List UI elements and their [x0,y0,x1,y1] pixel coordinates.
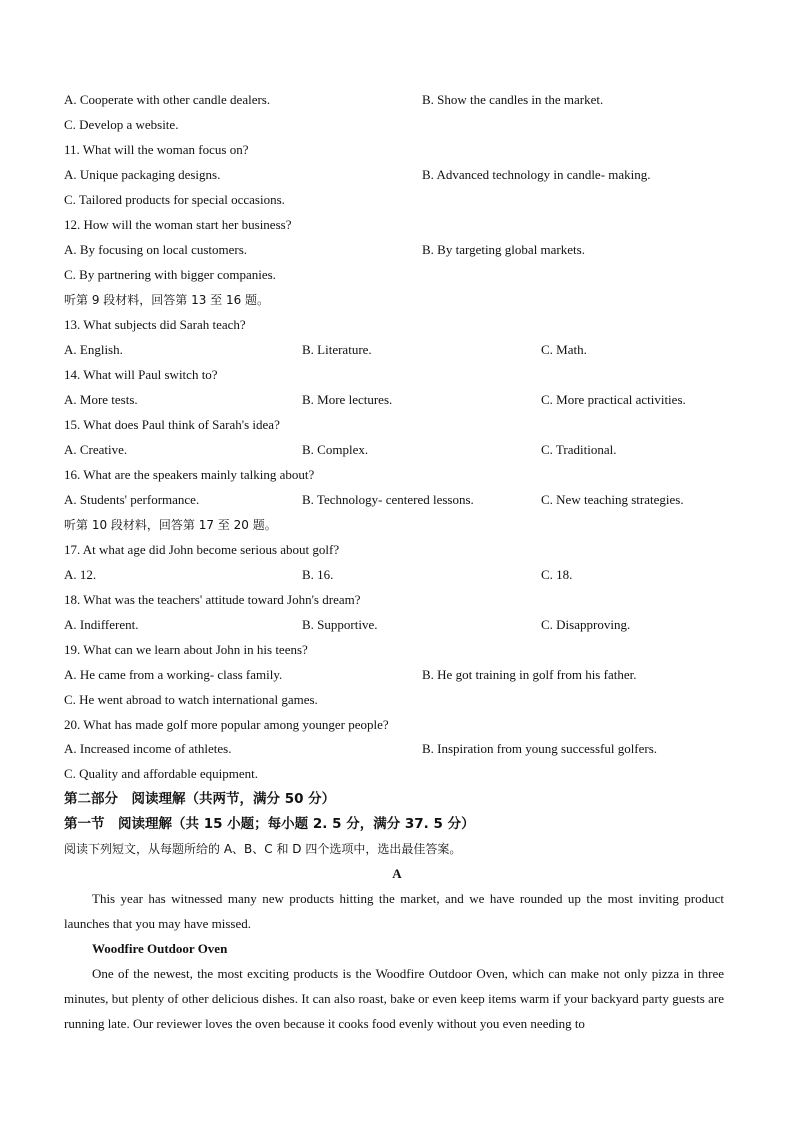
q11-option-b: B. Advanced technology in candle- making. [422,167,651,182]
q17-stem: 17. At what age did John become serious about golf? [64,542,340,557]
q10-option-a: A. Cooperate with other candle dealers. [64,92,271,107]
passage-body: One of the newest, the most exciting products is the Woodfire Outdoor Oven, which can make not only pizza in three minutes, but plenty of other delicious dishes. It can also roast, bake or even keep items warm if your backyard party guests are running late. Our reviewer loves the oven because it cooks food evenly without you even needing to [64,966,724,1031]
q12-option-b: B. By targeting global markets. [422,242,585,257]
q12-stem: 12. How will the woman start her business? [64,217,292,232]
q14-option-b: B. More lectures. [302,392,393,407]
q16-stem: 16. What are the speakers mainly talking about? [64,467,315,482]
q16-option-c: C. New teaching strategies. [541,492,684,507]
section9-instruction: 听第 9 段材料，回答第 13 至 16 题。 [64,293,270,307]
q19-option-c: C. He went abroad to watch international games. [64,692,318,707]
section10-instruction: 听第 10 段材料，回答第 17 至 20 题。 [64,518,277,532]
q12-option-a: A. By focusing on local customers. [64,242,248,257]
q17-option-c: C. 18. [541,567,573,582]
q19-option-a: A. He came from a working- class family. [64,667,283,682]
q13-option-c: C. Math. [541,342,587,357]
q11-option-a: A. Unique packaging designs. [64,167,221,182]
q17-option-b: B. 16. [302,567,334,582]
q13-stem: 13. What subjects did Sarah teach? [64,317,246,332]
q19-stem: 19. What can we learn about John in his teens? [64,642,308,657]
q15-option-a: A. Creative. [64,442,128,457]
q16-option-a: A. Students' performance. [64,492,200,507]
q20-option-b: B. Inspiration from young successful golfers. [422,741,658,756]
q10-option-b: B. Show the candles in the market. [422,92,604,107]
q18-option-b: B. Supportive. [302,617,378,632]
q10-option-c: C. Develop a website. [64,117,179,132]
reading-instruction: 阅读下列短文，从每题所给的 A、B、C 和 D 四个选项中，选出最佳答案。 [64,842,462,856]
q20-option-a: A. Increased income of athletes. [64,741,232,756]
passage-label: A [392,866,402,881]
q18-stem: 18. What was the teachers' attitude toward John's dream? [64,592,361,607]
q17-option-a: A. 12. [64,567,97,582]
q20-stem: 20. What has made golf more popular among younger people? [64,717,389,732]
q18-option-a: A. Indifferent. [64,617,139,632]
q13-option-a: A. English. [64,342,123,357]
q14-stem: 14. What will Paul switch to? [64,367,218,382]
q15-stem: 15. What does Paul think of Sarah's idea? [64,417,280,432]
q19-option-b: B. He got training in golf from his father. [422,667,637,682]
section1-heading: 第一节 阅读理解（共 15 小题；每小题 2. 5 分，满分 37. 5 分） [64,816,475,832]
product-subtitle: Woodfire Outdoor Oven [92,941,228,956]
passage-intro: This year has witnessed many new products hitting the market, and we have rounded up the most inviting product launches that you may have missed. [64,891,724,931]
q15-option-b: B. Complex. [302,442,369,457]
part2-heading: 第二部分 阅读理解（共两节，满分 50 分） [64,791,336,807]
q13-option-b: B. Literature. [302,342,372,357]
q12-option-c: C. By partnering with bigger companies. [64,267,276,282]
q11-option-c: C. Tailored products for special occasions. [64,192,285,207]
q18-option-c: C. Disapproving. [541,617,631,632]
q15-option-c: C. Traditional. [541,442,617,457]
q14-option-a: A. More tests. [64,392,138,407]
q14-option-c: C. More practical activities. [541,392,686,407]
q20-option-c: C. Quality and affordable equipment. [64,766,258,781]
q11-stem: 11. What will the woman focus on? [64,142,249,157]
q16-option-b: B. Technology- centered lessons. [302,492,474,507]
